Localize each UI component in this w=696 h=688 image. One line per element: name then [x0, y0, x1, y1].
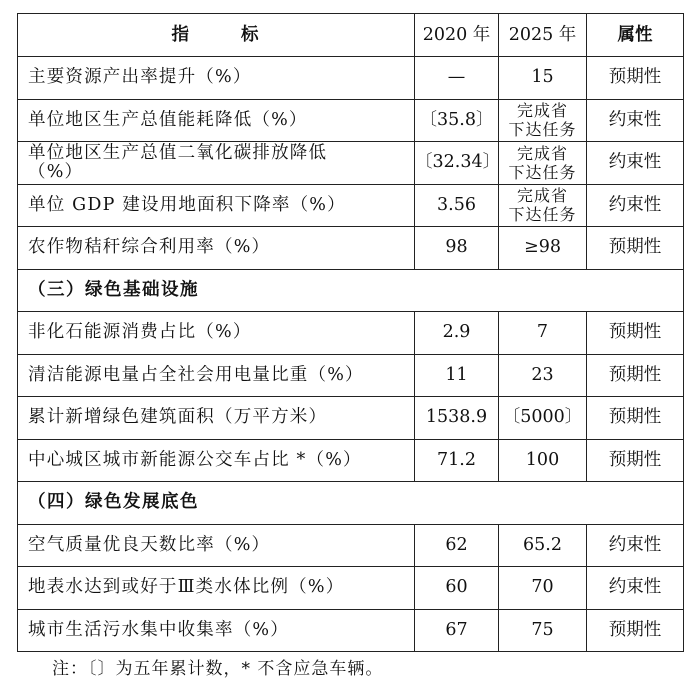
table-row	[18, 184, 684, 227]
indicator-name-line1: 单位地区生产总值二氧化碳排放降低	[28, 142, 328, 163]
value-2025: 23	[499, 354, 587, 397]
indicator-name: 城市生活污水集中收集率（%）	[18, 609, 415, 652]
header-2020: 2020 年	[415, 14, 499, 57]
value-2025: 〔5000〕	[499, 397, 587, 440]
section-row	[18, 269, 684, 312]
header-indicator: 指 标	[18, 14, 415, 57]
attribute: 预期性	[587, 609, 684, 652]
value-2025-line2: 下达任务	[508, 205, 577, 225]
attribute: 约束性	[587, 524, 684, 567]
value-2020: 〔32.34〕	[415, 142, 499, 185]
section-row	[18, 482, 684, 525]
section-title-green-infrastructure: （三）绿色基础设施	[18, 269, 684, 312]
table-row	[18, 227, 684, 270]
value-2025-line1: 完成省	[516, 143, 568, 163]
indicator-name: 中心城区城市新能源公交车占比 *（%）	[18, 439, 415, 482]
table-row	[18, 312, 684, 355]
value-2020: 71.2	[415, 439, 499, 482]
indicator-name: 单位 GDP 建设用地面积下降率（%）	[18, 184, 415, 227]
indicator-name-line2: （%）	[28, 161, 84, 182]
table-row	[18, 609, 684, 652]
attribute: 约束性	[587, 142, 684, 185]
value-2025	[499, 142, 587, 185]
attribute: 约束性	[587, 184, 684, 227]
table-header-row	[18, 14, 684, 57]
table-row	[18, 439, 684, 482]
value-2025: 70	[499, 567, 587, 610]
value-2025-line1: 完成省	[516, 101, 568, 121]
value-2020: 67	[415, 609, 499, 652]
attribute: 约束性	[587, 99, 684, 142]
value-2020: 1538.9	[415, 397, 499, 440]
value-2020: 2.9	[415, 312, 499, 355]
value-2025-line2: 下达任务	[508, 162, 577, 182]
value-2025: 65.2	[499, 524, 587, 567]
value-2025	[499, 99, 587, 142]
indicator-name: 累计新增绿色建筑面积（万平方米）	[18, 397, 415, 440]
value-2025-line1: 完成省	[516, 186, 568, 206]
attribute: 约束性	[587, 567, 684, 610]
value-2025	[499, 184, 587, 227]
indicator-name	[18, 142, 415, 185]
indicator-name: 非化石能源消费占比（%）	[18, 312, 415, 355]
value-2025: 75	[499, 609, 587, 652]
indicator-name: 主要资源产出率提升（%）	[18, 57, 415, 100]
value-2020: 60	[415, 567, 499, 610]
table-footnote: 注：〔〕为五年累计数，* 不含应急车辆。	[52, 659, 384, 679]
header-2025: 2025 年	[499, 14, 587, 57]
table-row	[18, 142, 684, 185]
table-row	[18, 99, 684, 142]
attribute: 预期性	[587, 227, 684, 270]
section-title-green-development: （四）绿色发展底色	[18, 482, 684, 525]
value-2020: 〔35.8〕	[415, 99, 499, 142]
value-2025: 7	[499, 312, 587, 355]
value-2020: 98	[415, 227, 499, 270]
value-2020: 11	[415, 354, 499, 397]
attribute: 预期性	[587, 439, 684, 482]
indicator-table	[17, 13, 684, 652]
indicator-name: 农作物秸秆综合利用率（%）	[18, 227, 415, 270]
indicator-name: 单位地区生产总值能耗降低（%）	[18, 99, 415, 142]
attribute: 预期性	[587, 397, 684, 440]
value-2020: —	[415, 57, 499, 100]
value-2025: ≥98	[499, 227, 587, 270]
table-row	[18, 354, 684, 397]
indicator-name: 空气质量优良天数比率（%）	[18, 524, 415, 567]
value-2020: 62	[415, 524, 499, 567]
attribute: 预期性	[587, 57, 684, 100]
value-2025: 15	[499, 57, 587, 100]
table-row	[18, 524, 684, 567]
value-2020: 3.56	[415, 184, 499, 227]
indicator-name: 地表水达到或好于Ⅲ类水体比例（%）	[18, 567, 415, 610]
table-row	[18, 397, 684, 440]
table-row	[18, 57, 684, 100]
attribute: 预期性	[587, 354, 684, 397]
value-2025: 100	[499, 439, 587, 482]
header-attribute: 属性	[587, 14, 684, 57]
value-2025-line2: 下达任务	[508, 120, 577, 140]
table-row	[18, 567, 684, 610]
attribute: 预期性	[587, 312, 684, 355]
indicator-name: 清洁能源电量占全社会用电量比重（%）	[18, 354, 415, 397]
